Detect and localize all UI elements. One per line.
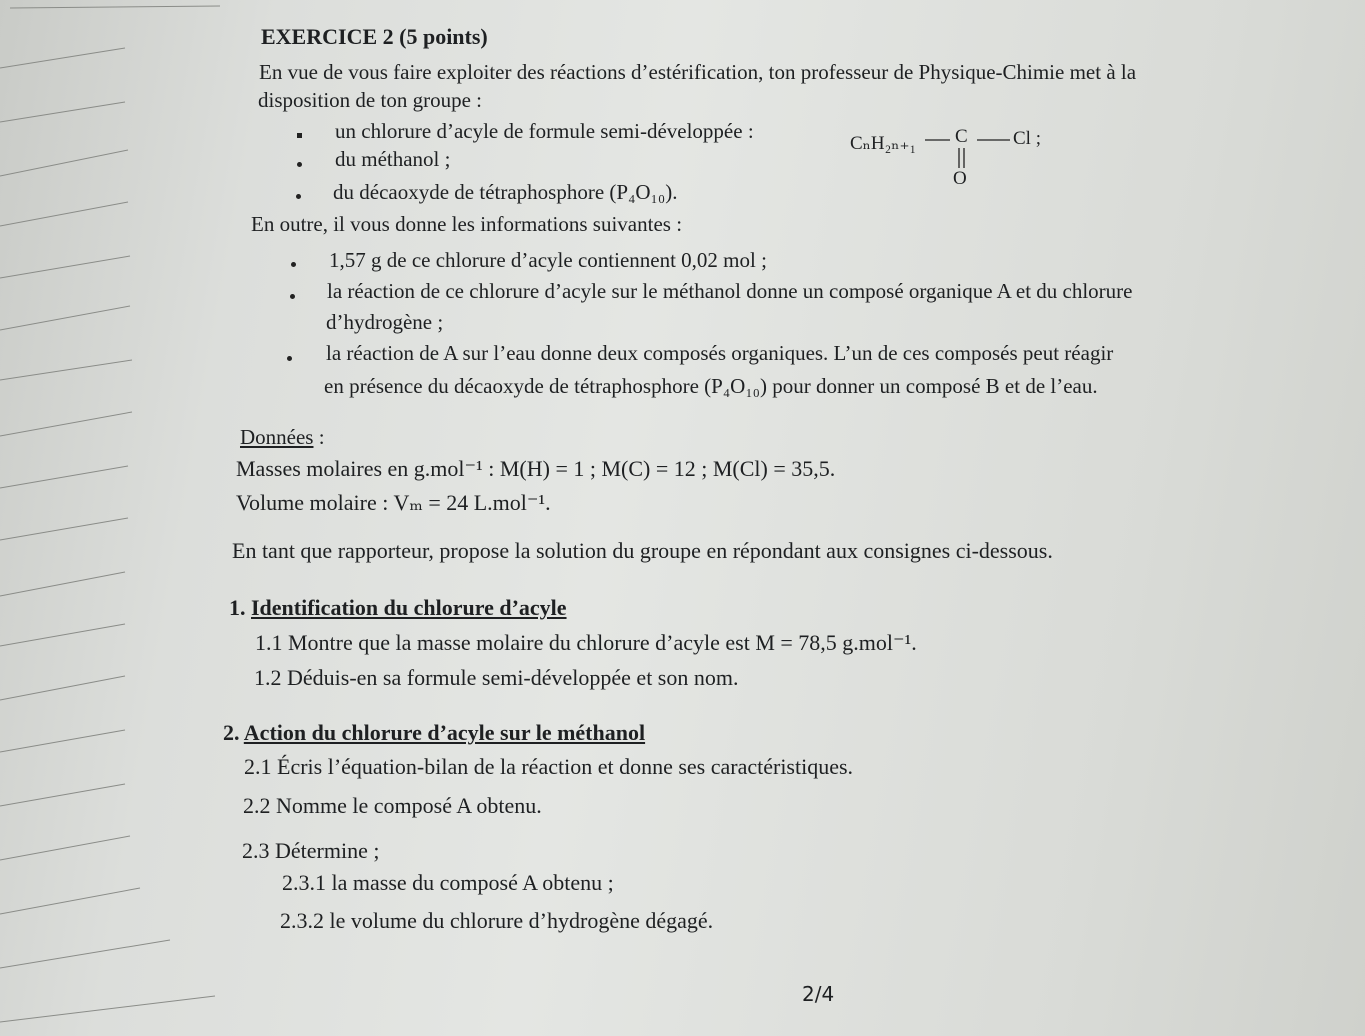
bullet-icon bbox=[290, 294, 295, 299]
question-2-3-1: 2.3.1 la masse du composé A obtenu ; bbox=[282, 870, 614, 895]
bullet-icon bbox=[296, 194, 301, 199]
formula-alkyl-group: CₙH₂ₙ₊₁ bbox=[850, 133, 917, 154]
info-item-2: la réaction de ce chlorure d’acyle sur le méthanol donne un composé organique A et du chlorure bbox=[327, 279, 1133, 303]
material-methanol: du méthanol ; bbox=[335, 147, 451, 171]
molar-masses: Masses molaires en g.mol⁻¹ : M(H) = 1 ; M(C) = 12 ; M(Cl) = 35,5. bbox=[236, 456, 836, 481]
question-2-2: 2.2 Nomme le composé A obtenu. bbox=[243, 793, 542, 818]
material-acyl-chloride: un chlorure d’acyle de formule semi-développée : bbox=[335, 119, 754, 143]
info-item-3: la réaction de A sur l’eau donne deux composés organiques. L’un de ces composés peut réagir bbox=[326, 341, 1114, 365]
material-p4o10: du décaoxyde de tétraphosphore (P₄O₁₀). bbox=[333, 180, 678, 204]
page-number: 2/4 bbox=[802, 982, 835, 1006]
info-item-3-cont: en présence du décaoxyde de tétraphosphore (P₄O₁₀) pour donner un composé B et de l’eau. bbox=[324, 374, 1098, 398]
bullet-icon bbox=[291, 262, 296, 267]
formula-chlorine: Cl ; bbox=[1013, 128, 1041, 149]
part-1-heading bbox=[229, 595, 567, 621]
bullet-icon bbox=[297, 162, 302, 167]
part-2-title: Action du chlorure d’acyle sur le méthanol bbox=[243, 720, 646, 745]
data-heading bbox=[240, 425, 325, 450]
info-item-1: 1,57 g de ce chlorure d’acyle contiennent 0,02 mol ; bbox=[329, 248, 767, 272]
part-2-number: 2. bbox=[223, 720, 244, 745]
question-2-3-2: 2.3.2 le volume du chlorure d’hydrogène dégagé. bbox=[280, 908, 714, 933]
info-item-2-cont: d’hydrogène ; bbox=[326, 310, 444, 334]
formula-carbon: C bbox=[955, 126, 968, 147]
part-1-number: 1. bbox=[229, 595, 251, 620]
bullet-icon bbox=[297, 133, 302, 138]
question-1-1: 1.1 Montre que la masse molaire du chlorure d’acyle est M = 78,5 g.mol⁻¹. bbox=[255, 630, 917, 655]
question-1-2: 1.2 Déduis-en sa formule semi-développée et son nom. bbox=[254, 665, 739, 690]
intro-line-2: disposition de ton groupe : bbox=[258, 88, 482, 112]
bullet-icon bbox=[287, 356, 292, 361]
part-1-title: Identification du chlorure d’acyle bbox=[251, 595, 567, 620]
question-2-1: 2.1 Écris l’équation-bilan de la réaction et donne ses caractéristiques. bbox=[244, 754, 854, 779]
notebook-page-underneath bbox=[0, 0, 230, 1036]
info-intro: En outre, il vous donne les informations suivantes : bbox=[251, 212, 683, 236]
molar-volume: Volume molaire : Vₘ = 24 L.mol⁻¹. bbox=[236, 490, 551, 515]
acyl-chloride-formula bbox=[850, 126, 1060, 191]
instruction: En tant que rapporteur, propose la solution du groupe en répondant aux consignes ci-dessous. bbox=[232, 538, 1053, 563]
formula-bonds bbox=[850, 126, 1060, 191]
intro-line-1: En vue de vous faire exploiter des réactions d’estérification, ton professeur de Physique-Chimie met à la bbox=[259, 60, 1137, 84]
exercise-title: EXERCICE 2 (5 points) bbox=[261, 24, 488, 49]
part-2-heading bbox=[223, 720, 645, 746]
data-heading-label: Données bbox=[240, 425, 314, 449]
question-2-3: 2.3 Détermine ; bbox=[242, 838, 380, 863]
formula-oxygen: O bbox=[953, 168, 967, 189]
data-heading-colon: : bbox=[313, 425, 325, 449]
